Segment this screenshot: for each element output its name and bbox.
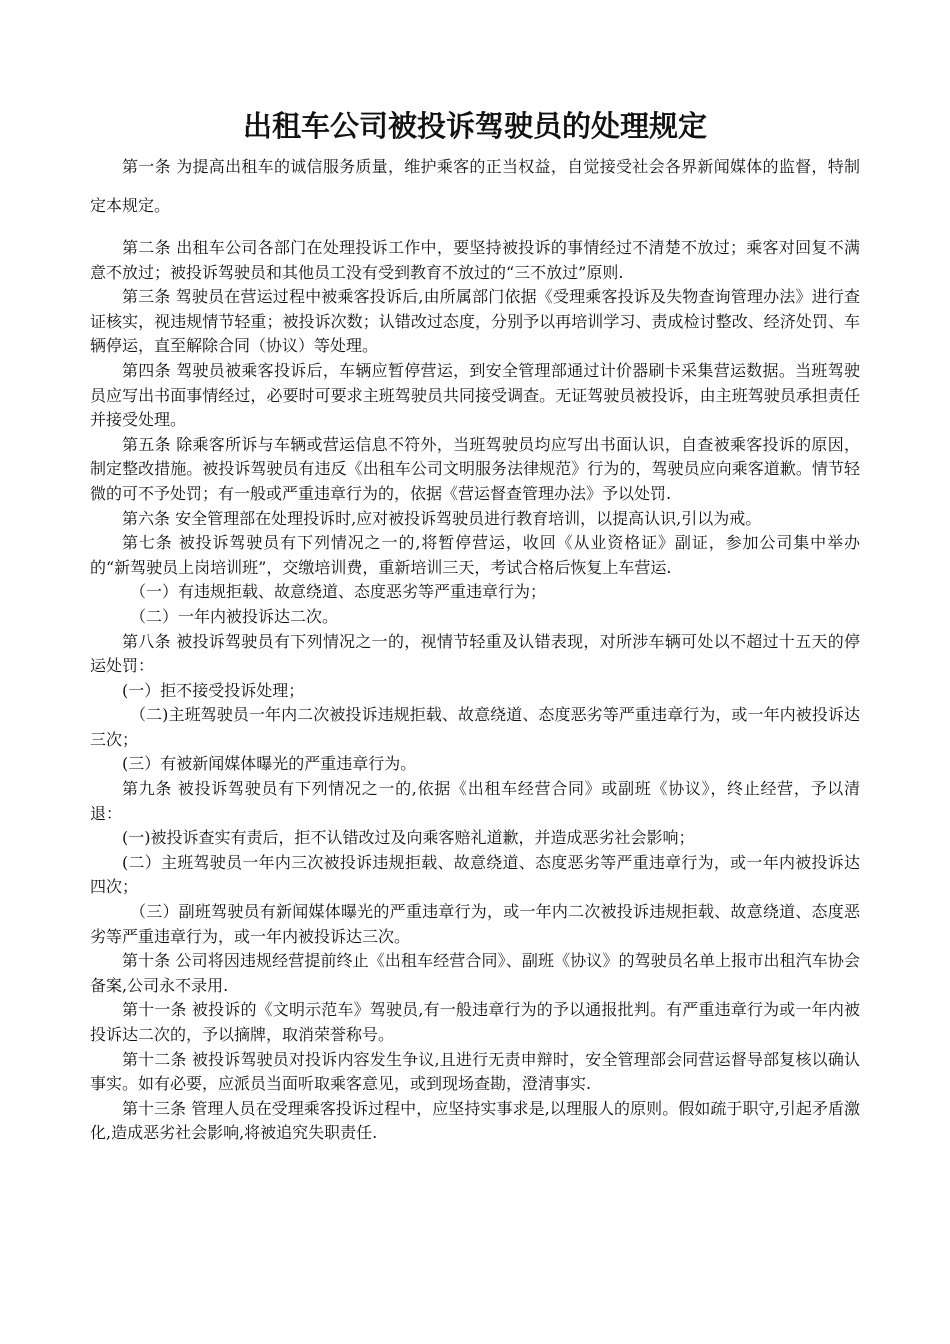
document-title: 出租车公司被投诉驾驶员的处理规定: [242, 109, 707, 143]
article-7-item-1: （一）有违规拒载、故意绕道、态度恶劣等严重违章行为；: [130, 582, 547, 602]
document-body: [90, 147, 860, 1146]
article-9: 第九条 被投诉驾驶员有下列情况之一的,依据《出租车经营合同》或副班《协议》，终止经营，予以清退：: [90, 779, 860, 823]
article-8: 第八条 被投诉驾驶员有下列情况之一的，视情节轻重及认错表现，对所涉车辆可处以不超过十五天的停运处罚：: [90, 631, 860, 676]
article-8-item-3: (三）有被新闻媒体曝光的严重违章行为。: [122, 754, 417, 774]
article-9-item-1: (一)被投诉查实有责后，拒不认错改过及向乘客赔礼道歉，并造成恶劣社会影响；: [122, 828, 695, 848]
article-10: 第十条 公司将因违规经营提前终止《出租车经营合同》、副班《协议》的驾驶员名单上报市出租汽车协会备案,公司永不录用.: [90, 951, 860, 995]
article-9-item-3: （三）副班驾驶员有新闻媒体曝光的严重违章行为，或一年内二次被投诉违规拒载、故意绕道、态度恶劣等严重违章行为，或一年内被投诉达三次。: [90, 902, 860, 946]
article-2: 第二条 出租车公司各部门在处理投诉工作中，要坚持被投诉的事情经过不清楚不放过；乘客对回复不满意不放过；被投诉驾驶员和其他员工没有受到教育不放过的“三不放过”原则.: [90, 238, 860, 282]
article-7-item-2: （二）一年内被投诉达二次。: [130, 606, 339, 626]
article-12: 第十二条 被投诉驾驶员对投诉内容发生争议,且进行无责申辩时，安全管理部会同营运督导部复核以确认事实。如有必要，应派员当面听取乘客意见，或到现场查勘，澄清事实.: [90, 1049, 860, 1094]
article-13: 第十三条 管理人员在受理乘客投诉过程中，应坚持实事求是,以理服人的原则。假如疏于职守,引起矛盾激化,造成恶劣社会影响,将被追究失职责任.: [90, 1098, 860, 1143]
article-11: 第十一条 被投诉的《文明示范车》驾驶员,有一般违章行为的予以通报批判。有严重违章行为或一年内被投诉达二次的，予以摘牌，取消荣誉称号。: [90, 1000, 860, 1044]
article-6: 第六条 安全管理部在处理投诉时,应对被投诉驾驶员进行教育培训，以提高认识,引以为戒。: [122, 508, 762, 528]
article-8-item-1: (一）拒不接受投诉处理；: [122, 680, 305, 700]
article-4: 第四条 驾驶员被乘客投诉后，车辆应暂停营运，到安全管理部通过计价器刷卡采集营运数据。当班驾驶员应写出书面事情经过，必要时可要求主班驾驶员共同接受调查。无证驾驶员被投诉，由主班驾驶员承担责任并接受处理。: [90, 360, 860, 430]
article-5: 第五条 除乘客所诉与车辆或营运信息不符外，当班驾驶员均应写出书面认识，自查被乘客投诉的原因，制定整改措施。被投诉驾驶员有违反《出租车公司文明服务法律规范》行为的，驾驶员应向乘客道歉。情节轻微的可不予处罚；有一般或严重违章行为的，依据《营运督查管理办法》予以处罚.: [90, 434, 860, 503]
article-1: 第一条 为提高出租车的诚信服务质量，维护乘客的正当权益，自觉接受社会各界新闻媒体的监督，特制定本规定。: [90, 157, 860, 215]
article-8-item-2: （二)主班驾驶员一年内二次被投诉违规拒载、故意绕道、态度恶劣等严重违章行为，或一年内被投诉达三次；: [90, 705, 860, 749]
article-7: 第七条 被投诉驾驶员有下列情况之一的,将暂停营运，收回《从业资格证》副证，参加公司集中举办的“新驾驶员上岗培训班”，交缴培训费，重新培训三天，考试合格后恢复上车营运.: [90, 533, 860, 577]
article-3: 第三条 驾驶员在营运过程中被乘客投诉后,由所属部门依据《受理乘客投诉及失物查询管理办法》进行查证核实，视违规情节轻重；被投诉次数；认错改过态度，分别予以再培训学习、责成检讨整改、经济处罚、车辆停运，直至解除合同（协议）等处理。: [90, 287, 860, 356]
article-9-item-2: (二）主班驾驶员一年内三次被投诉违规拒载、故意绕道、态度恶劣等严重违章行为，或一年内被投诉达四次；: [90, 852, 860, 897]
